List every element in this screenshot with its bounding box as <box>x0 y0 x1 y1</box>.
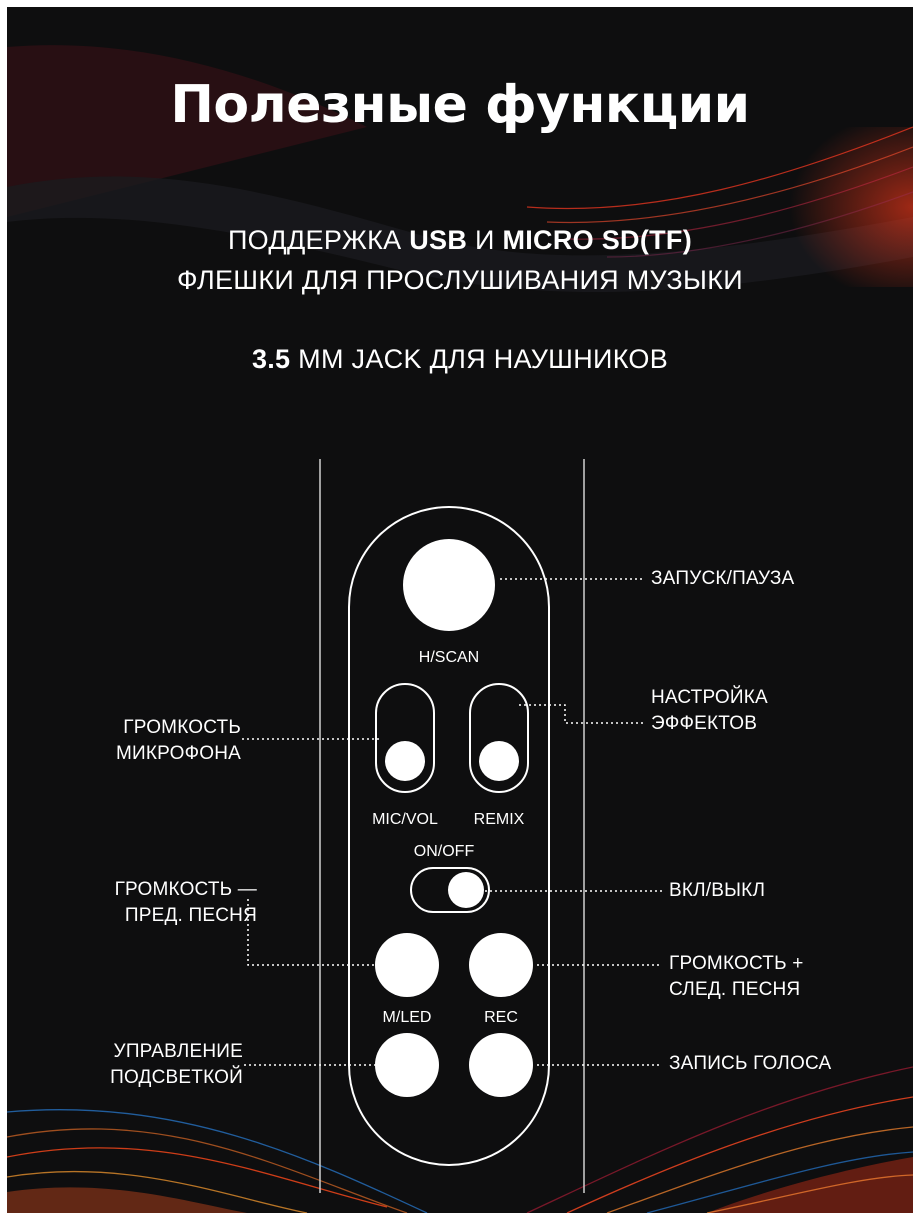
callout-record: ЗАПИСЬ ГОЛОСА <box>669 1053 832 1074</box>
vol-up-button <box>469 933 533 997</box>
callout-light-control: УПРАВЛЕНИЕ ПОДСВЕТКОЙ <box>110 1041 243 1088</box>
product-card <box>7 7 913 1213</box>
callout-vol-up: ГРОМКОСТЬ + СЛЕД. ПЕСНЯ <box>669 953 804 1000</box>
callout-mic-volume: ГРОМКОСТЬ МИКРОФОНА <box>115 717 241 764</box>
mic-volume-knob <box>385 741 425 781</box>
play-pause-button <box>403 539 495 631</box>
vol-down-button <box>375 933 439 997</box>
feature-usb-sd-line2: ФЛЕШКИ ДЛЯ ПРОСЛУШИВАНИЯ МУЗЫКИ <box>177 265 743 295</box>
callout-effects: НАСТРОЙКА ЭФФЕКТОВ <box>651 687 768 734</box>
mic-volume-slider <box>375 683 435 793</box>
feature-headphone-jack: 3.5 ММ JACK ДЛЯ НАУШНИКОВ <box>251 344 669 374</box>
rec-label: REC <box>484 1009 518 1026</box>
feature-usb-sd-line1: ПОДДЕРЖКА USB И MICRO SD(TF) <box>227 225 693 255</box>
mled-label: M/LED <box>382 1009 432 1026</box>
remix-label: REMIX <box>473 811 525 828</box>
led-button <box>375 1033 439 1097</box>
remix-knob <box>479 741 519 781</box>
page-title: Полезные функции <box>170 75 750 135</box>
callout-vol-down: ГРОМКОСТЬ — ПРЕД. ПЕСНЯ <box>114 879 257 926</box>
callout-play-pause: ЗАПУСК/ПАУЗА <box>651 568 795 589</box>
power-switch <box>410 867 490 913</box>
remix-slider <box>469 683 529 793</box>
hscan-label: H/SCAN <box>418 649 480 666</box>
callout-power: ВКЛ/ВЫКЛ <box>669 880 766 901</box>
power-switch-knob <box>448 872 484 908</box>
micvol-label: MIC/VOL <box>372 811 438 828</box>
onoff-label: ON/OFF <box>413 843 475 860</box>
record-button <box>469 1033 533 1097</box>
